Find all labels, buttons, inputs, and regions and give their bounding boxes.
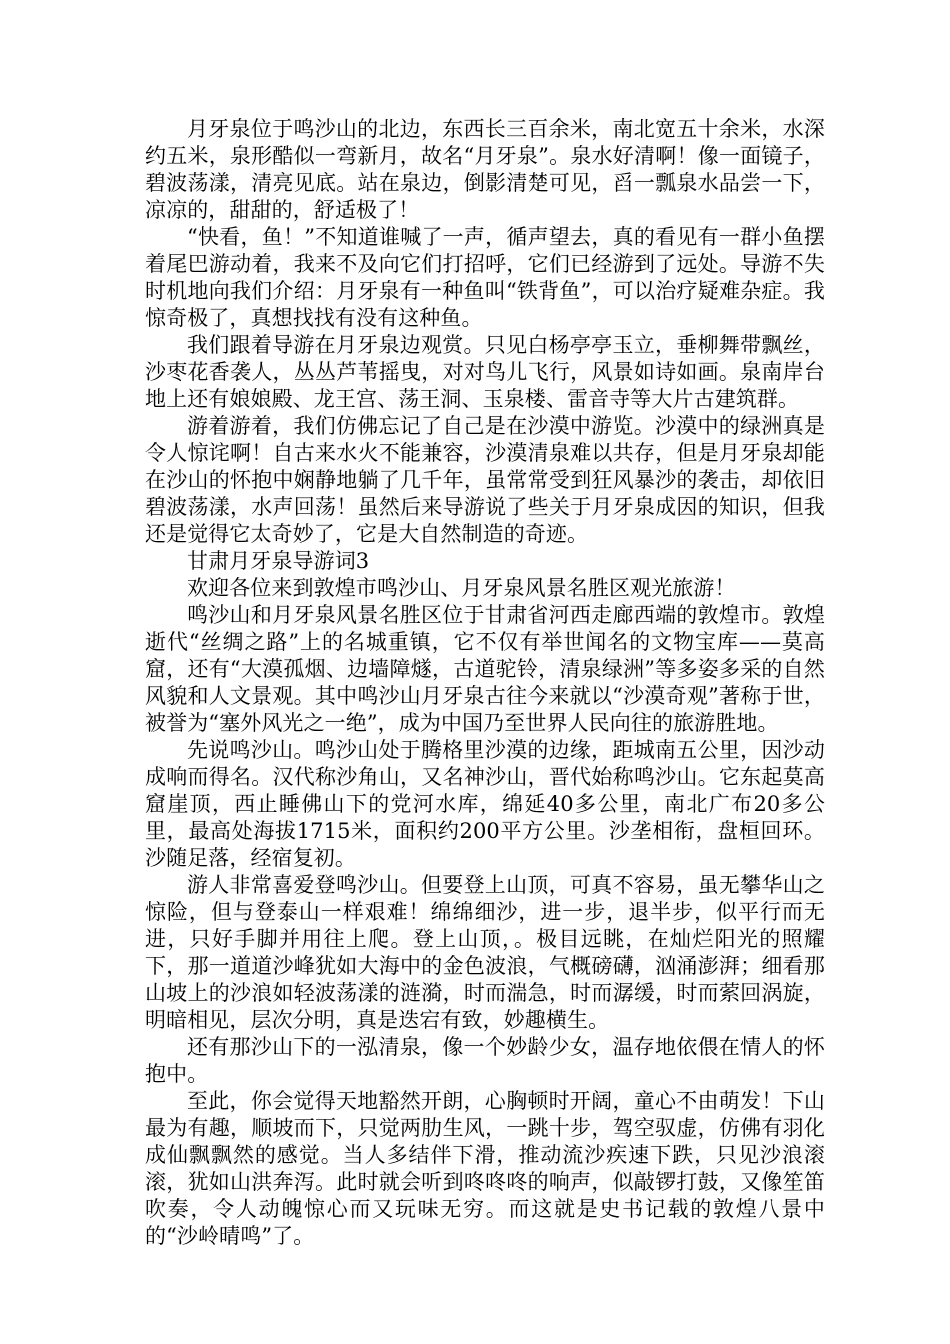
- paragraph: 至此，你会觉得天地豁然开朗，心胸顿时开阔，童心不由萌发！下山最为有趣，顺坡而下，只觉两肋生风，一跳十步，驾空驭虚，仿佛有羽化成仙飘飘然的感觉。当人多结伴下滑，推动流沙疾速下跌，只见沙浪滚滚，犹如山洪奔泻。此时就会听到咚咚咚的响声，似敲锣打鼓，又像笙笛吹奏，令人动魄惊心而又玩味无穷。而这就是史书记载的敦煌八景中的“沙岭晴鸣”了。: [145, 1089, 825, 1248]
- document-body: [145, 116, 825, 1250]
- paragraph: 月牙泉位于鸣沙山的北边，东西长三百余米，南北宽五十余米，水深约五米，泉形酷似一弯新月，故名“月牙泉”。泉水好清啊！像一面镜子，碧波荡漾，清亮见底。站在泉边，倒影清楚可见，舀一瓢泉水品尝一下，凉凉的，甜甜的，舒适极了！: [145, 117, 825, 222]
- paragraph: 游着游着，我们仿佛忘记了自己是在沙漠中游览。沙漠中的绿洲真是令人惊诧啊！自古来水火不能兼容，沙漠清泉难以共存，但是月牙泉却能在沙山的怀抱中娴静地躺了几千年，虽常常受到狂风暴沙的袭击，却依旧碧波荡漾，水声回荡！虽然后来导游说了些关于月牙泉成因的知识，但我还是觉得它太奇妙了，它是大自然制造的奇迹。: [145, 414, 825, 546]
- paragraph: “快看，鱼！”不知道谁喊了一声，循声望去，真的看见有一群小鱼摆着尾巴游动着，我来不及向它们打招呼，它们已经游到了远处。导游不失时机地向我们介绍：月牙泉有一种鱼叫“铁背鱼”，可以治疗疑难杂症。我惊奇极了，真想找找有没有这种鱼。: [145, 225, 825, 330]
- paragraph: 欢迎各位来到敦煌市鸣沙山、月牙泉风景名胜区观光旅游！: [187, 576, 736, 600]
- paragraph: 我们跟着导游在月牙泉边观赏。只见白杨亭亭玉立，垂柳舞带飘丝，沙枣花香袭人，丛丛芦苇摇曳，对对鸟儿飞行，风景如诗如画。泉南岸台地上还有娘娘殿、龙王宫、荡王洞、玉泉楼、雷音寺等大片古建筑群。: [145, 333, 825, 411]
- section-heading: 甘肃月牙泉导游词3: [187, 549, 370, 573]
- paragraph: 先说鸣沙山。鸣沙山处于腾格里沙漠的边缘，距城南五公里，因沙动成响而得名。汉代称沙角山，又名神沙山，晋代始称鸣沙山。它东起莫高窟崖顶，西止睡佛山下的党河水库，绵延40多公里，南北广布20多公里，最高处海拔1715米，面积约200平方公里。沙垄相衔，盘桓回环。沙随足落，经宿复初。: [145, 738, 825, 870]
- paragraph: 鸣沙山和月牙泉风景名胜区位于甘肃省河西走廊西端的敦煌市。敦煌逝代“丝绸之路”上的名城重镇，它不仅有举世闻名的文物宝库——莫高窟，还有“大漠孤烟、边墙障燧，古道驼铃，清泉绿洲”等多姿多采的自然风貌和人文景观。其中鸣沙山月牙泉古往今来就以“沙漠奇观”著称于世，被誉为“塞外风光之一绝”，成为中国乃至世界人民向往的旅游胜地。: [145, 603, 825, 735]
- paragraph: 游人非常喜爱登鸣沙山。但要登上山顶，可真不容易，虽无攀华山之惊险，但与登泰山一样艰难！绵绵细沙，进一步，退半步，似平行而无进，只好手脚并用往上爬。登上山顶，。极目远眺，在灿烂阳光的照耀下，那一道道沙峰犹如大海中的金色波浪，气概磅礴，汹涌澎湃；细看那山坡上的沙浪如轻波荡漾的涟漪，时而湍急，时而潺缓，时而萦回涡旋，明暗相见，层次分明，真是迭宕有致，妙趣横生。: [145, 873, 825, 1032]
- paragraph: 还有那沙山下的一泓清泉，像一个妙龄少女，温存地依偎在情人的怀抱中。: [145, 1035, 825, 1086]
